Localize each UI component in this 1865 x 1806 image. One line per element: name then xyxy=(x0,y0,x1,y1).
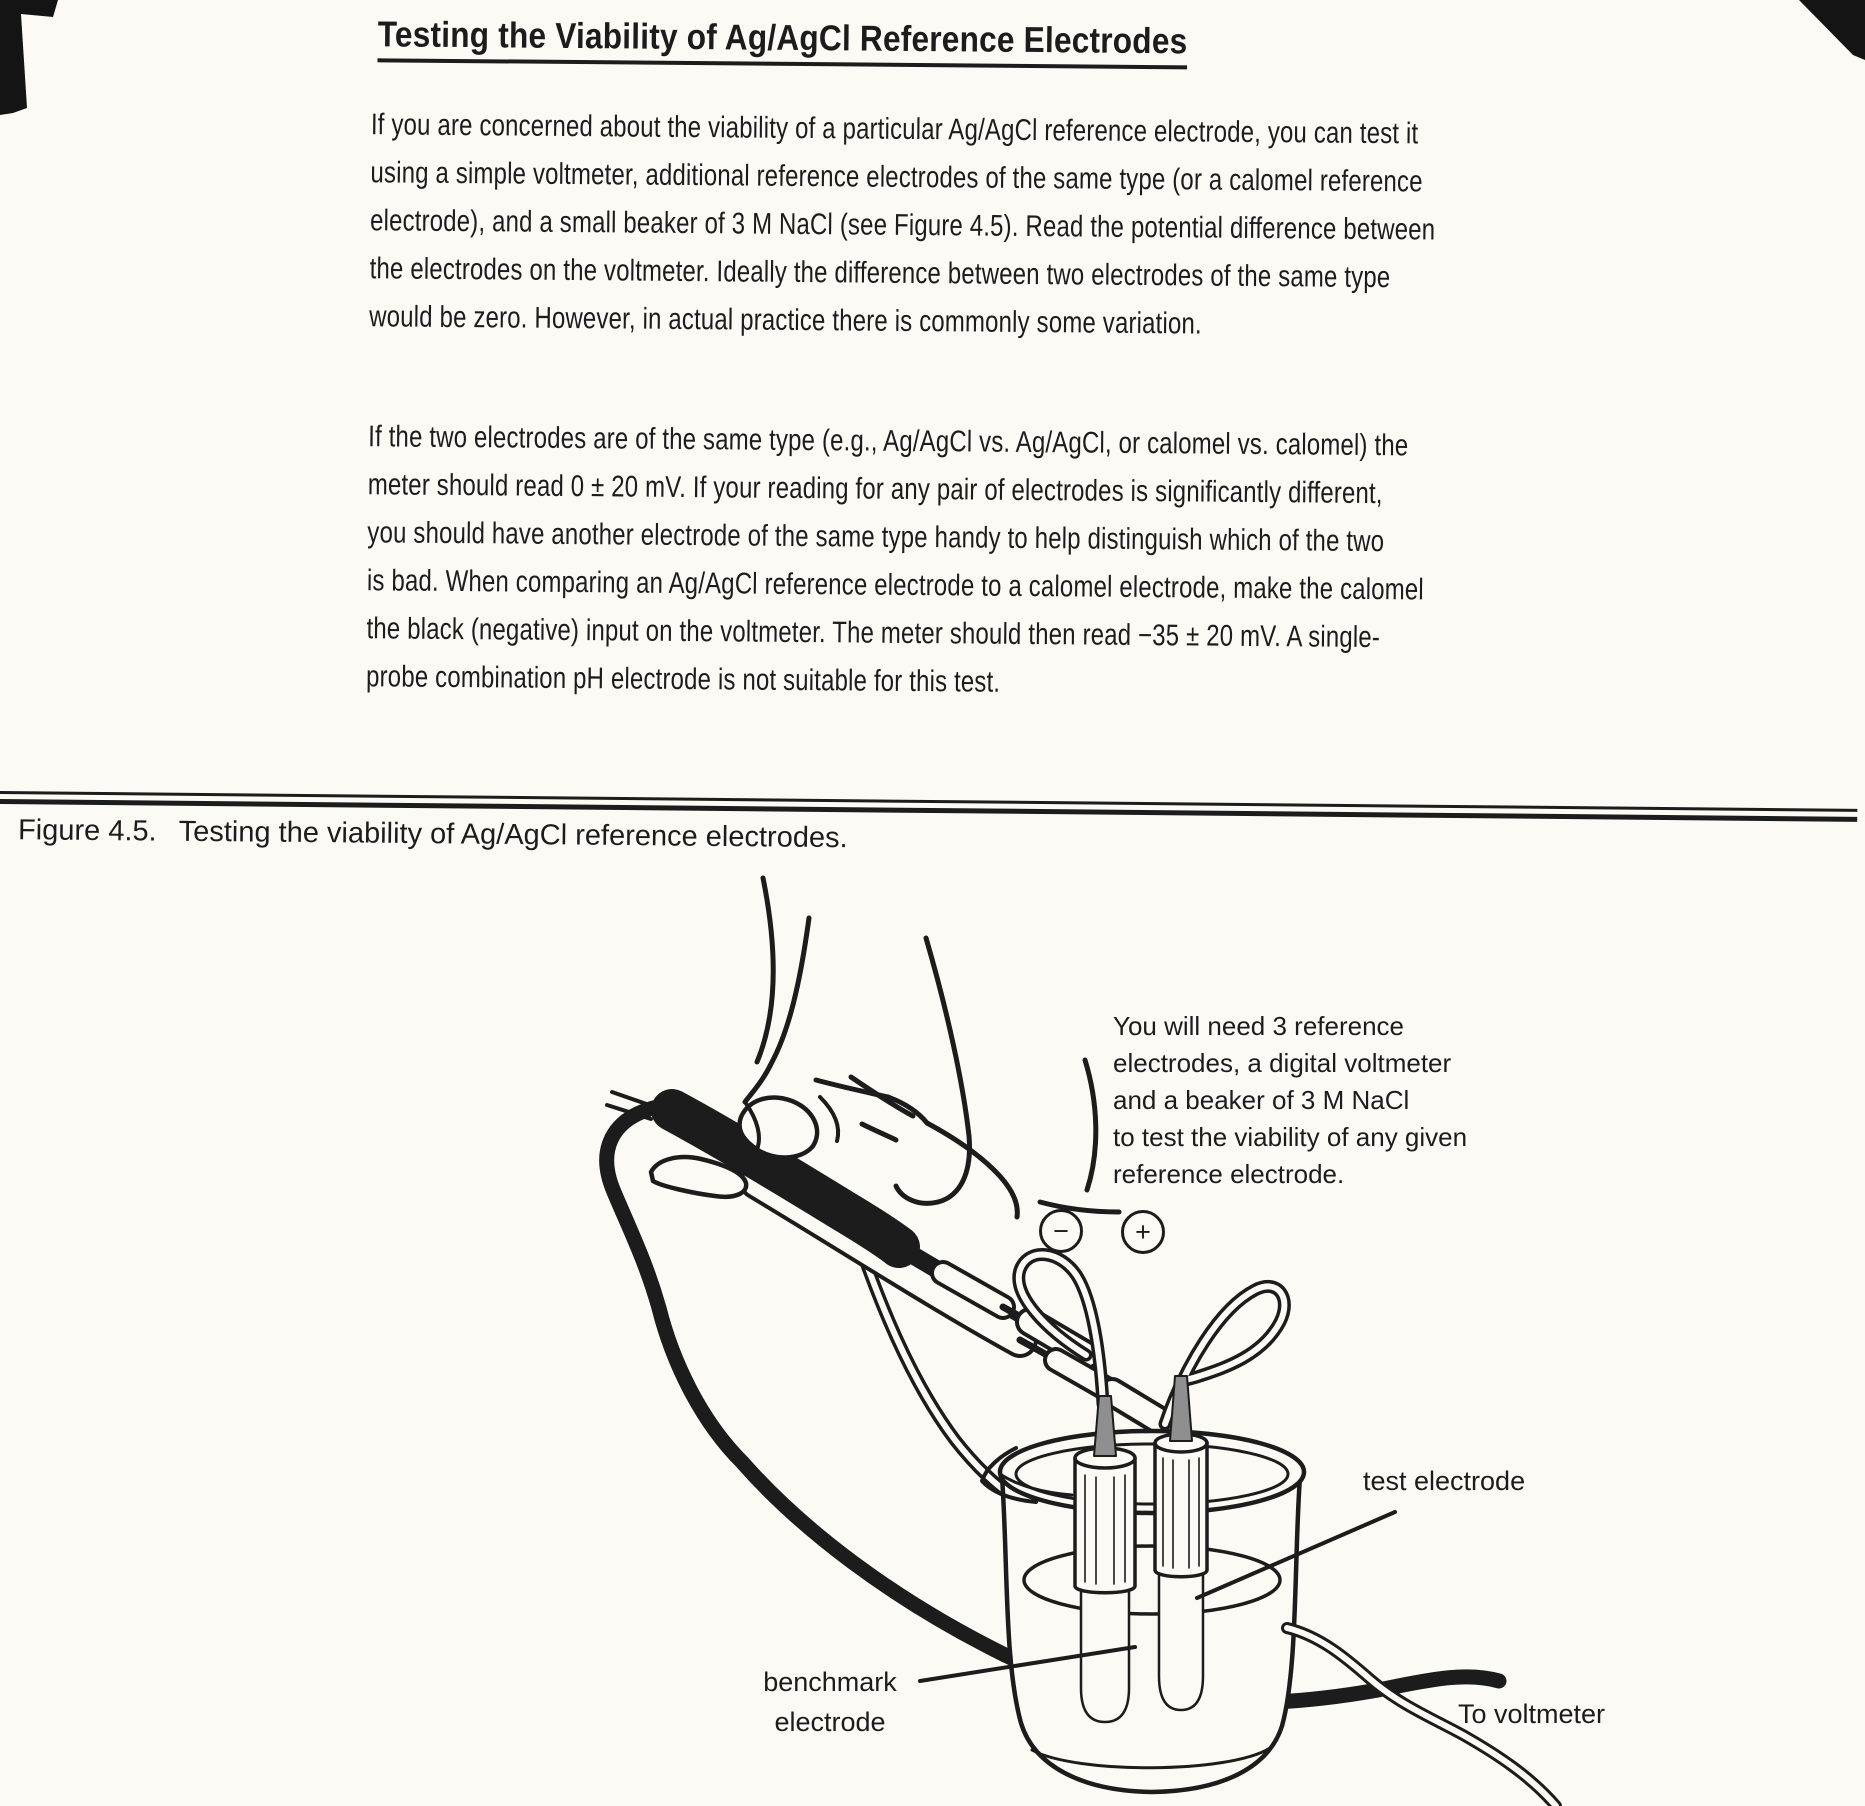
positive-terminal-symbol xyxy=(1121,1210,1165,1254)
minus-sign: − xyxy=(1053,1215,1069,1246)
figure-caption-text: Testing the viability of Ag/AgCl reference electrodes. xyxy=(178,815,848,855)
negative-terminal-symbol xyxy=(1039,1209,1083,1253)
label-benchmark-line1: benchmark xyxy=(763,1667,897,1697)
text-line: meter should read 0 ± 20 mV. If your reading for any pair of electrodes is significantly different, xyxy=(367,468,1383,511)
label-benchmark-electrode xyxy=(740,1662,920,1742)
label-test-electrode: test electrode xyxy=(1363,1466,1526,1496)
text-line: the black (negative) input on the voltmeter. The meter should then read −35 ± 20 mV. A single- xyxy=(366,612,1381,655)
text-line: would be zero. However, in actual practice there is commonly some variation. xyxy=(369,300,1202,341)
figure-caption-label: Figure 4.5. xyxy=(17,814,157,848)
figure-caption xyxy=(18,814,848,855)
page-title-text: Testing the Viability of Ag/AgCl Reference Electrodes xyxy=(377,13,1187,69)
text-line: is bad. When comparing an Ag/AgCl reference electrode to a calomel electrode, make the calomel xyxy=(366,564,1424,607)
text-line: the electrodes on the voltmeter. Ideally the difference between two electrodes of the same type xyxy=(369,252,1391,295)
text-line: If you are concerned about the viability of a particular Ag/AgCl reference electrode, you can test it xyxy=(370,108,1419,151)
annotation-line: reference electrode. xyxy=(1113,1159,1345,1189)
label-benchmark-line2: electrode xyxy=(774,1707,886,1737)
alligator-clip-positive xyxy=(1112,1392,1165,1424)
figure-annotation xyxy=(1113,1008,1467,1193)
text-line: using a simple voltmeter, additional reference electrodes of the same type (or a calomel reference xyxy=(370,156,1423,199)
beaker xyxy=(982,1431,1304,1792)
plus-sign: + xyxy=(1135,1216,1151,1247)
text-line: probe combination pH electrode is not suitable for this test. xyxy=(365,660,1001,699)
text-line: If the two electrodes are of the same type (e.g., Ag/AgCl vs. Ag/AgCl, or calomel vs. calomel) the xyxy=(368,420,1409,463)
annotation-line: to test the viability of any given xyxy=(1113,1122,1468,1152)
text-line: electrode), and a small beaker of 3 M NaCl (see Figure 4.5). Read the potential difference between xyxy=(369,204,1436,247)
label-to-voltmeter: To voltmeter xyxy=(1458,1699,1606,1729)
annotation-line: and a beaker of 3 M NaCl xyxy=(1113,1085,1410,1115)
text-line: you should have another electrode of the same type handy to help distinguish which of the two xyxy=(367,516,1385,559)
annotation-line: You will need 3 reference xyxy=(1113,1011,1405,1041)
annotation-line: electrodes, a digital voltmeter xyxy=(1113,1048,1452,1078)
